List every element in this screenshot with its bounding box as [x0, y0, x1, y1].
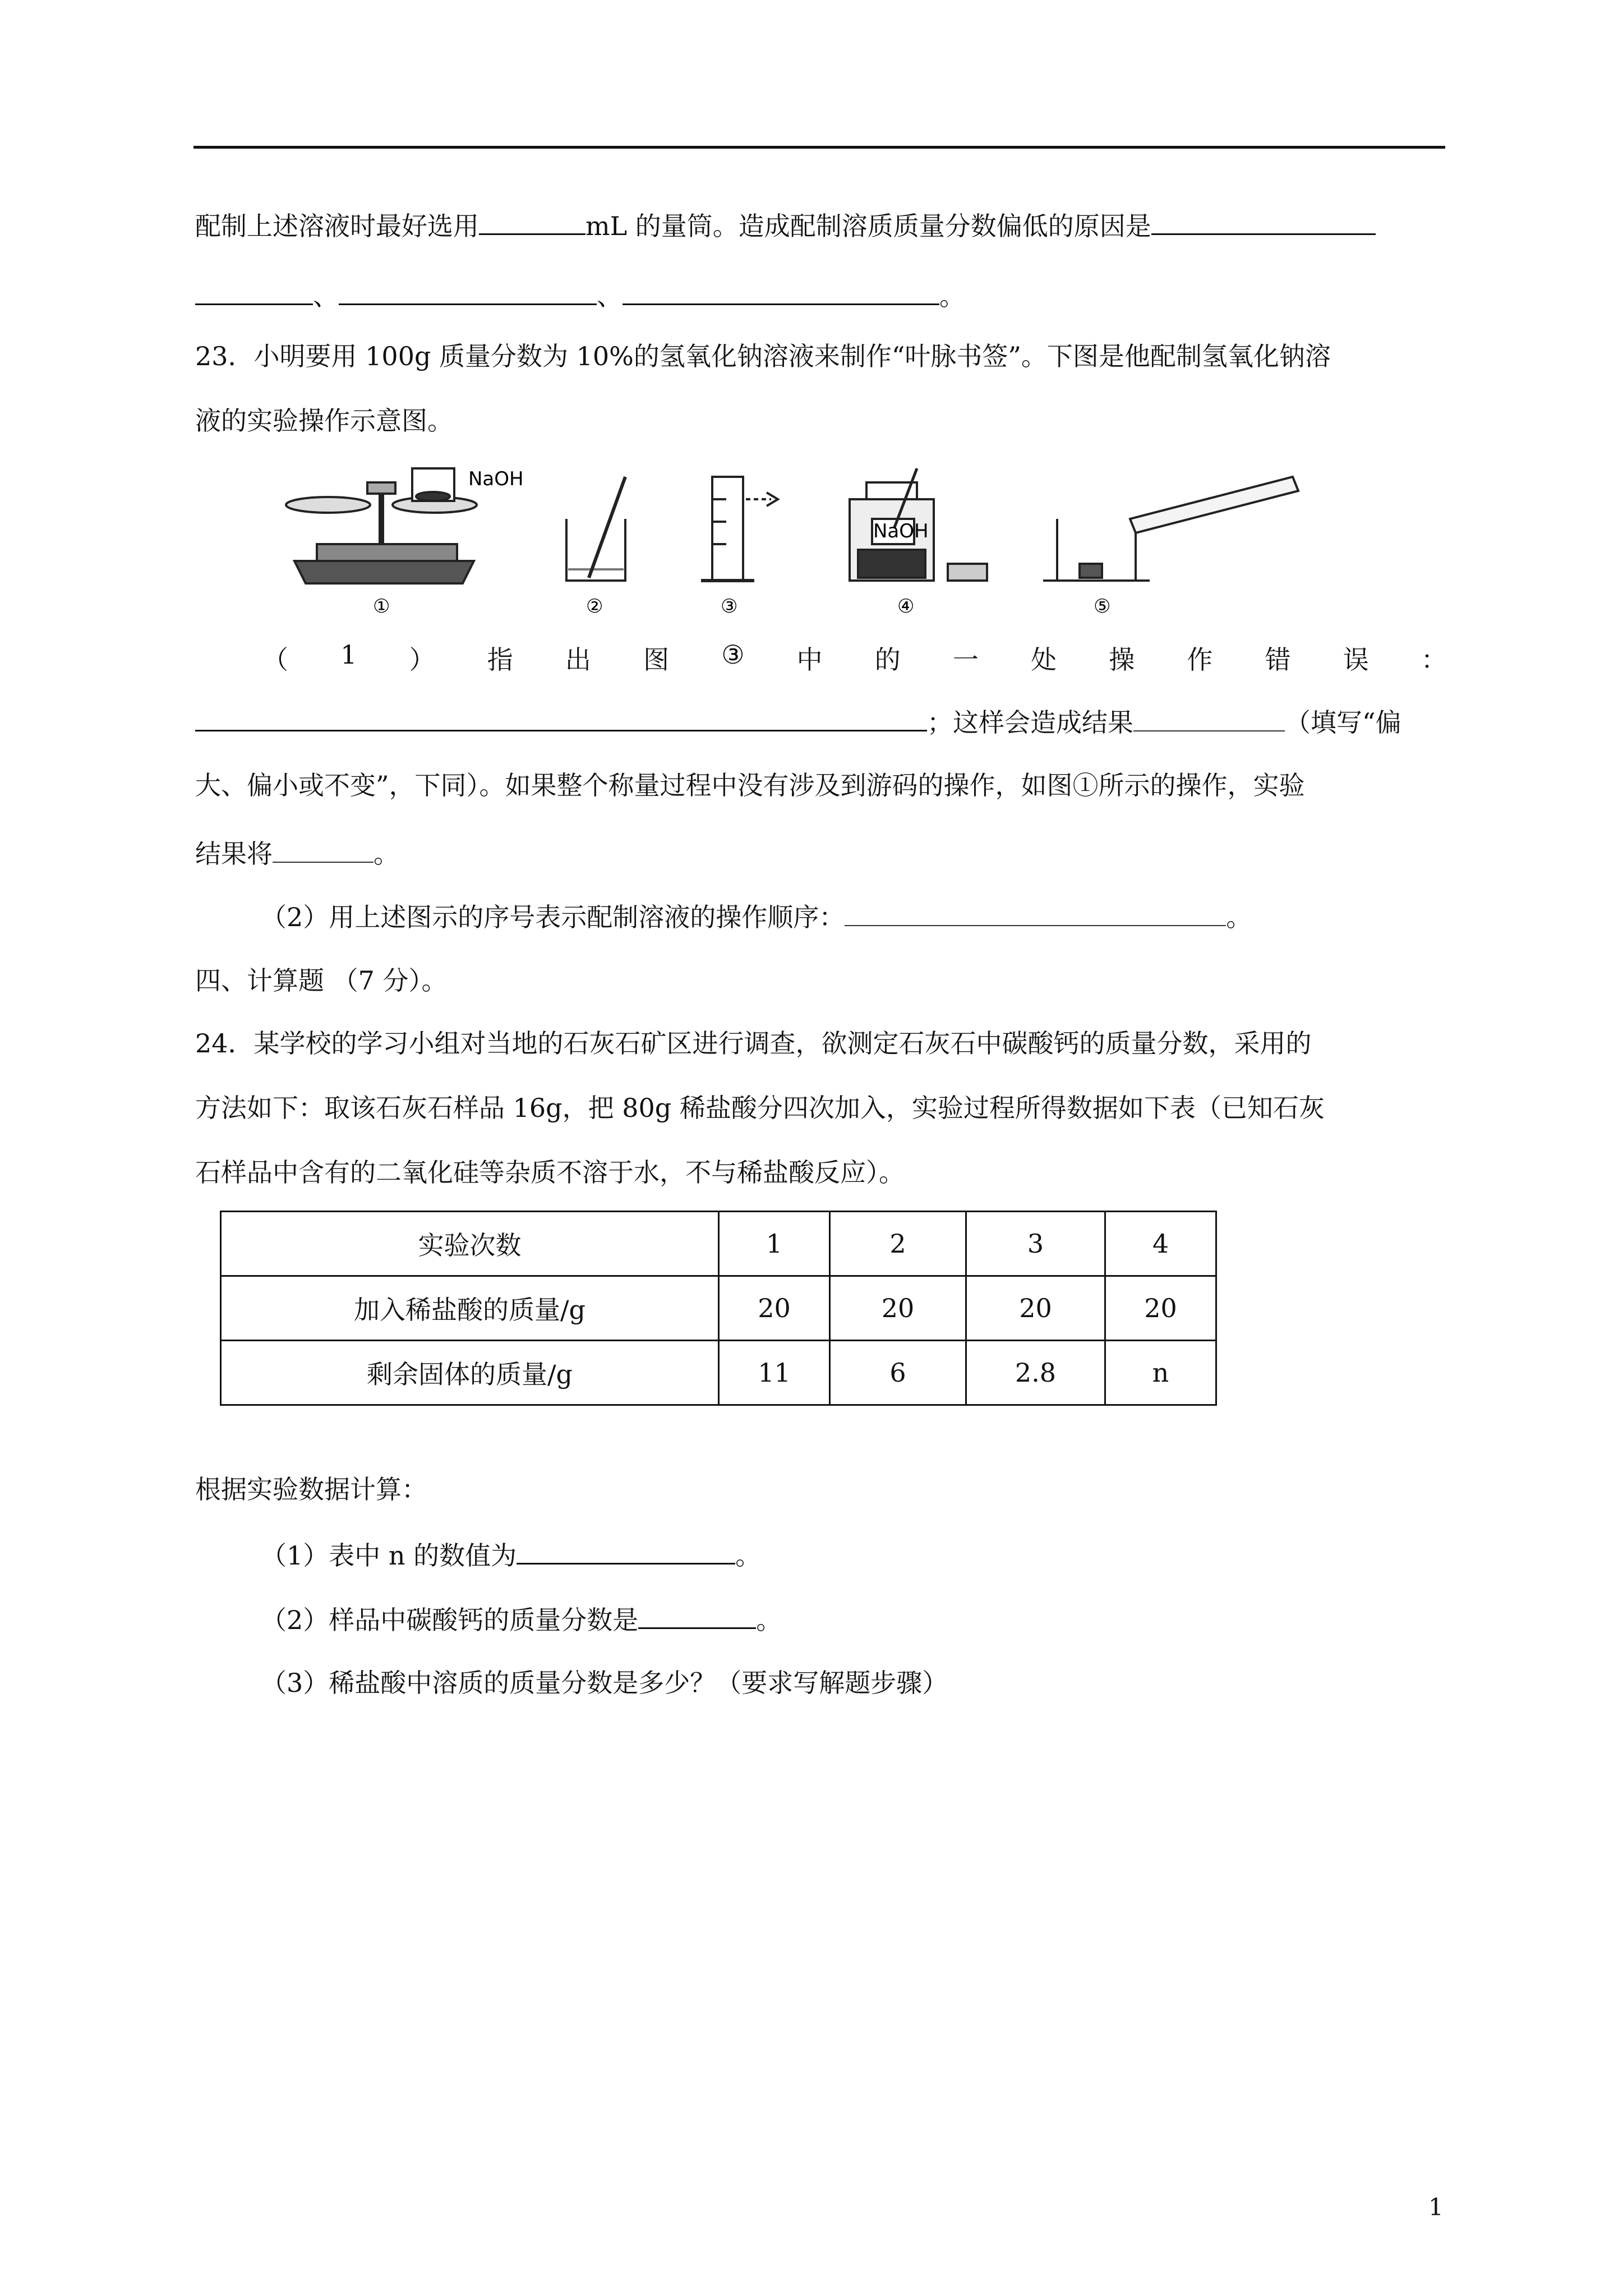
table-cell: 4 [1105, 1212, 1216, 1276]
data-table [220, 1211, 1217, 1406]
char: 指 [487, 645, 513, 675]
mass-fraction-blank[interactable] [638, 1602, 756, 1629]
q24-sub-2-text: （2）样品中碳酸钙的质量分数是 [261, 1605, 639, 1635]
table-cell: 2.8 [966, 1341, 1105, 1405]
end-mark: 。 [939, 281, 965, 311]
char: 错 [1265, 645, 1291, 675]
reason-blank-1a[interactable] [1151, 208, 1376, 235]
end-mark: 。 [735, 1540, 762, 1571]
char: 出 [565, 645, 591, 675]
q23-part1-line-1 [262, 639, 1447, 677]
end-mark: 。 [374, 839, 399, 869]
q23-part2 [261, 899, 1252, 934]
experiment-diagram [283, 466, 1304, 617]
char: 1 [340, 639, 357, 670]
table-row [221, 1212, 1216, 1276]
q24-sub-1 [261, 1537, 761, 1572]
q22-text-a: 配制上述溶液时最好选用 [195, 211, 479, 241]
page-number: 1 [1428, 2193, 1444, 2221]
table-row [221, 1276, 1216, 1341]
table-cell: n [1105, 1341, 1216, 1405]
table-cell: 20 [966, 1276, 1105, 1341]
q23-part2-text: （2）用上述图示的序号表示配制溶液的操作顺序： [261, 902, 845, 932]
q22-line-1 [195, 208, 1376, 243]
order-blank[interactable] [845, 899, 1226, 926]
q23-part1-line-3: 大、偏小或不变”，下同）。如果整个称量过程中没有涉及到游码的操作，如图①所示的操作，实验 [195, 770, 1305, 800]
calc-intro: 根据实验数据计算： [195, 1474, 427, 1504]
graduated-cylinder-illustration [701, 477, 778, 581]
naoh-label: NaOH [468, 468, 524, 490]
char: 中 [796, 645, 823, 675]
char: 图 [643, 645, 670, 675]
char: 处 [1031, 645, 1057, 675]
reason-blank-3[interactable] [623, 278, 939, 305]
char: ： [1421, 645, 1447, 675]
reason-blank-1b[interactable] [195, 278, 313, 305]
table-cell: 实验次数 [221, 1212, 719, 1276]
figure-label-4: ④ [897, 595, 915, 617]
header-rule [193, 146, 1445, 149]
experiment-figure [283, 466, 1304, 617]
q23-part1-line-2 [195, 704, 1401, 739]
error-blank[interactable] [195, 704, 927, 731]
q23-part1-text-b: 结果将 [195, 839, 273, 869]
table-cell: 加入稀盐酸的质量/g [221, 1276, 719, 1341]
table-cell: 11 [719, 1341, 830, 1405]
cylinder-size-blank[interactable] [479, 208, 585, 235]
pouring-illustration [1043, 477, 1298, 581]
q22-line-2 [195, 278, 965, 313]
char: （ [262, 645, 288, 675]
result-blank-2[interactable] [273, 836, 374, 863]
separator: 、 [313, 281, 339, 311]
end-mark: 。 [756, 1605, 782, 1635]
q24-line-1: 24．某学校的学习小组对当地的石灰石矿区进行调查，欲测定石灰石中碳酸钙的质量分数，采用的 [195, 1028, 1312, 1059]
q24-line-2: 方法如下：取该石灰石样品 16g，把 80g 稀盐酸分四次加入，实验过程所得数据如下表（已知石灰 [195, 1093, 1325, 1123]
jar-label: NaOH [873, 520, 929, 542]
result-blank[interactable] [1133, 705, 1285, 731]
char: 误 [1343, 645, 1369, 675]
table-cell: 剩余固体的质量/g [221, 1341, 719, 1405]
figure-label-1: ① [373, 595, 390, 617]
table-cell: 20 [719, 1276, 830, 1341]
q24-line-3: 石样品中含有的二氧化硅等杂质不溶于水，不与稀盐酸反应）。 [195, 1157, 905, 1188]
q23-part1-line-4 [195, 836, 399, 871]
figure-label-5: ⑤ [1094, 595, 1111, 617]
table-cell: 6 [830, 1341, 966, 1405]
end-mark: 。 [1226, 902, 1252, 932]
table-cell: 2 [830, 1212, 966, 1276]
table-cell: 1 [719, 1212, 830, 1276]
section-heading: 四、计算题 （7 分）。 [195, 965, 448, 996]
char: 一 [952, 645, 979, 675]
beaker-stirring-illustration [566, 477, 625, 581]
char: 操 [1109, 645, 1135, 675]
q23-part1-text: ；这样会造成结果 [927, 707, 1133, 738]
q23-line-1: 23．小明要用 100g 质量分数为 10%的氢氧化钠溶液来制作“叶脉书签”。下图是他配制氢氧化钠溶 [195, 341, 1331, 371]
q22-text-b: mL 的量筒。造成配制溶质质量分数偏低的原因是 [585, 211, 1151, 241]
figure-label-3: ③ [721, 595, 738, 617]
char: 作 [1187, 645, 1213, 675]
char: 的 [874, 645, 901, 675]
balance-illustration [286, 468, 477, 583]
table-cell: 20 [830, 1276, 966, 1341]
q24-sub-1-text: （1）表中 n 的数值为 [261, 1540, 517, 1571]
q23-part1-hint: （填写“偏 [1285, 707, 1401, 738]
figure-label-2: ② [586, 595, 603, 617]
table-cell: 3 [966, 1212, 1105, 1276]
char: ③ [721, 639, 745, 670]
q24-sub-2 [261, 1602, 782, 1637]
table-cell: 20 [1105, 1276, 1216, 1341]
table-row [221, 1341, 1216, 1405]
q23-line-2: 液的实验操作示意图。 [195, 406, 453, 436]
char: ） [409, 645, 435, 675]
separator: 、 [597, 281, 623, 311]
q24-sub-3: （3）稀盐酸中溶质的质量分数是多少？（要求写解题步骤） [261, 1668, 948, 1698]
reason-blank-2[interactable] [339, 278, 597, 305]
n-value-blank[interactable] [517, 1537, 735, 1565]
